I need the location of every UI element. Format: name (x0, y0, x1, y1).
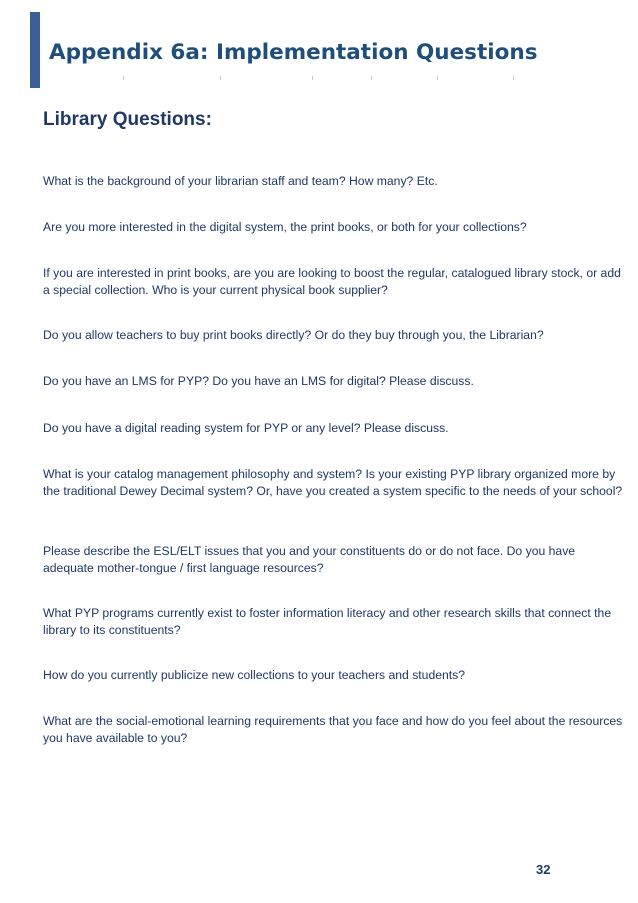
ruler-tick (123, 76, 124, 80)
question-information-literacy: What PYP programs currently exist to foster information literacy and other research skills that connect the library to its constituents? (43, 606, 612, 637)
question-catalog-management: What is your catalog management philosophy and system? Is your existing PYP library organized more by the traditional Dewey Decimal system? Or, have you created a system specific to the needs of your school? (43, 467, 623, 498)
question-digital-reading: Do you have a digital reading system for PYP or any level? Please discuss. (43, 421, 449, 435)
page-number: 32 (536, 862, 551, 877)
question-teacher-purchasing: Do you allow teachers to buy print books directly? Or do they buy through you, the Librarian? (43, 328, 544, 342)
question-collection-interest: Are you more interested in the digital system, the print books, or both for your collections? (43, 220, 527, 234)
question-publicize-collections: How do you currently publicize new collections to your teachers and students? (43, 668, 466, 682)
ruler-tick (220, 76, 221, 80)
question-esl-elt: Please describe the ESL/ELT issues that you and your constituents do or do not face. Do you have adequate mother-tongue / first language resources? (43, 544, 576, 575)
page-title: Appendix 6a: Implementation Questions (49, 40, 538, 65)
ruler-tick (437, 76, 438, 80)
ruler-tick (513, 76, 514, 80)
section-heading: Library Questions: (43, 109, 212, 130)
ruler-tick (312, 76, 313, 80)
question-social-emotional: What are the social-emotional learning requirements that you face and how do you feel about the resources you have available to you? (43, 714, 623, 745)
question-lms: Do you have an LMS for PYP? Do you have an LMS for digital? Please discuss. (43, 374, 474, 388)
question-print-books: If you are interested in print books, are you are looking to boost the regular, catalogued library stock, or add a special collection. Who is your current physical book supplier? (43, 266, 621, 297)
ruler-tick (371, 76, 372, 80)
title-accent-bar (30, 12, 40, 88)
question-staff-background: What is the background of your librarian staff and team? How many? Etc. (43, 174, 438, 188)
